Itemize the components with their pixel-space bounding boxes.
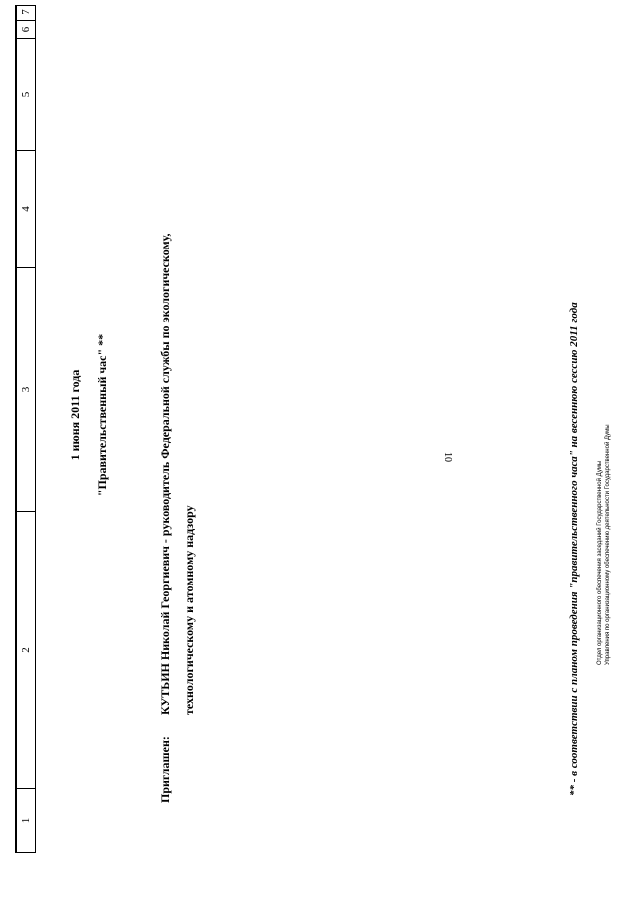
organization-directorate: Управления по организационному обеспечению деятельности Государственной Думы (605, 424, 611, 665)
invited-label: Приглашен: (158, 736, 172, 803)
column-number-cell: 3 (17, 267, 35, 511)
page-number: 10 (442, 452, 453, 462)
invited-person: КУТЬИН Николай Георгиевич - руководитель Федеральной службы по экологическому, (158, 233, 172, 715)
invited-person-continued: технологическому и атомному надзору (182, 505, 196, 715)
column-number-table (15, 5, 36, 853)
organization-department: Отдел организационного обеспечения заседаний Государственной Думы (597, 460, 603, 665)
column-number-cell: 6 (17, 20, 35, 38)
column-number-cell: 1 (17, 788, 35, 852)
column-number-cell: 5 (17, 38, 35, 150)
footnote: ** - в соответствии с планом проведения "правительственного часа" на весеннюю сессию 2011 года (568, 302, 580, 796)
session-format: "Правительственный час" ** (95, 333, 109, 497)
column-number-cell: 7 (20, 9, 32, 15)
column-number-cell: 2 (17, 511, 35, 788)
column-number-cell: 4 (17, 150, 35, 267)
session-date: 1 июня 2011 года (68, 369, 82, 461)
